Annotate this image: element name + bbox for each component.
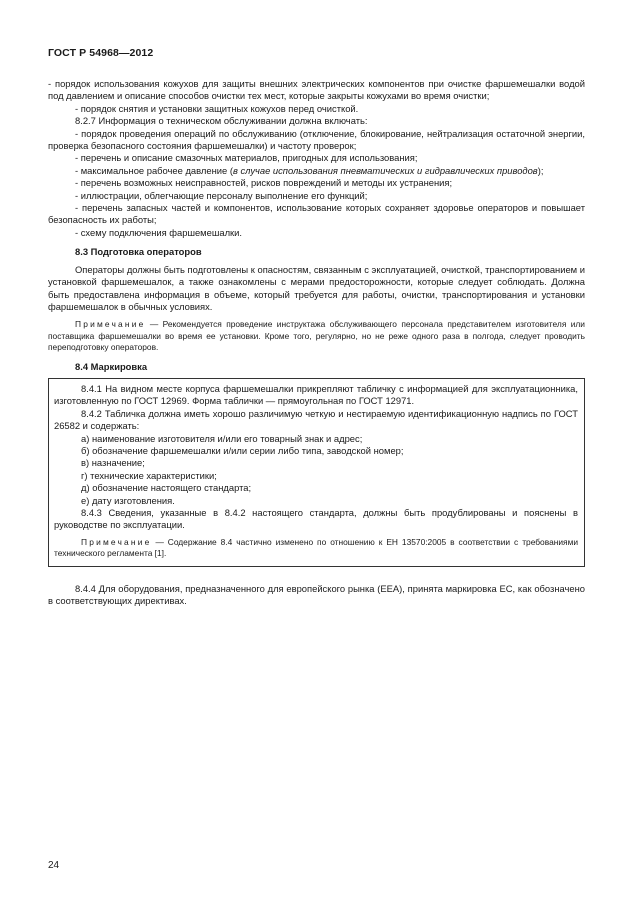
- paragraph-843: 8.4.3 Сведения, указанные в 8.4.2 настоящего стандарта, должны быть продублированы и пояснены в руководстве по эксплуатации.: [54, 507, 578, 531]
- list-item: д) обозначение настоящего стандарта;: [81, 482, 252, 494]
- section-827-item-4: - перечень возможных неисправностей, рисков повреждений и методы их устранения;: [75, 177, 453, 189]
- list-item: в) назначение;: [81, 457, 145, 469]
- list-item: а) наименование изготовителя и/или его товарный знак и адрес;: [81, 432, 363, 444]
- section-83-heading: 8.3 Подготовка операторов: [75, 246, 202, 258]
- section-827-title: 8.2.7 Информация о техническом обслуживании должна включать:: [75, 115, 368, 127]
- item-3-start: - максимальное рабочее давление (: [75, 164, 233, 176]
- list-item: б) обозначение фаршемешалки и/или серии либо типа, заводской номер;: [81, 444, 404, 456]
- section-827-item-5: - иллюстрации, облегчающие персоналу выполнение его функций;: [75, 189, 368, 201]
- section-83-paragraph: Операторы должны быть подготовлены к опасностям, связанным с эксплуатацией, очисткой, транспортированием и установкой фаршемешалок, а также ознакомлены с мерами предосторожности, которые следует соблюдать. Должна быть предоставлена информация в объеме, который требуется для работы, очистки, транспортирования и установки фаршемешалок в обычных условиях.: [48, 263, 585, 312]
- page-number: 24: [48, 860, 60, 871]
- list-item: г) технические характеристики;: [81, 469, 217, 481]
- section-827-item-3: [48, 165, 585, 177]
- note-text: — Рекомендуется проведение инструктажа обслуживающего персонала представителем изготовителя или поставщика фаршемешалки во время ее установки. Кроме того, регулярно, но не реже одного раза в полгода, следует проводить переподготовку операторов.: [48, 319, 585, 353]
- section-84-note: [54, 537, 578, 560]
- section-84-heading: 8.4 Маркировка: [75, 360, 148, 372]
- intro-item-2: - порядок снятия и установки защитных кожухов перед очисткой.: [75, 102, 359, 114]
- document-header: ГОСТ Р 54968—2012: [48, 47, 154, 59]
- section-83-note: [48, 319, 585, 353]
- note-label: Примечание: [81, 536, 152, 547]
- paragraph-842: 8.4.2 Табличка должна иметь хорошо различимую четкую и нестираемую идентификационную надпись по ГОСТ 26582 и содержать:: [54, 407, 578, 432]
- note-label: Примечание: [75, 319, 146, 330]
- item-3-end: );: [537, 164, 544, 176]
- item-3-italic: в случае использования пневматических и гидравлических приводов: [232, 164, 538, 176]
- section-827-item-2: - перечень и описание смазочных материалов, пригодных для использования;: [75, 152, 418, 164]
- intro-item-1: - порядок использования кожухов для защиты внешних электрических компонентов при очистке фаршемешалки водой под давлением и описание способов очистки тех мест, которые закрыты кожухами во время очистки;: [48, 78, 585, 102]
- document-body: [48, 78, 585, 607]
- note-text: — Содержание 8.4 частично изменено по отношению к ЕН 13570:2005 в соответствии с требованиями технического регламента [1].: [54, 536, 578, 559]
- section-827-item-1: - порядок проведения операций по обслуживанию (отключение, блокирование, нейтрализация остаточной энергии, проверка безопасного состояния фаршемешалки) и частоту проверок;: [48, 127, 585, 152]
- marking-box: [48, 378, 585, 567]
- paragraph-841: 8.4.1 На видном месте корпуса фаршемешалки прикрепляют табличку с информацией для эксплуатационника, изготовленную по ГОСТ 12969. Форма таблички — прямоугольная по ГОСТ 12971.: [54, 382, 578, 407]
- list-item: е) дату изготовления.: [81, 494, 175, 506]
- paragraph-844: 8.4.4 Для оборудования, предназначенного для европейского рынка (ЕЕА), принята маркировка ЕС, как обозначено в соответствующих директивах.: [48, 582, 585, 607]
- section-827-item-7: - схему подключения фаршемешалки.: [75, 226, 242, 238]
- section-827-item-6: - перечень запасных частей и компонентов, использование которых сохраняет здоровье операторов и повышает безопасность их работы;: [48, 202, 585, 226]
